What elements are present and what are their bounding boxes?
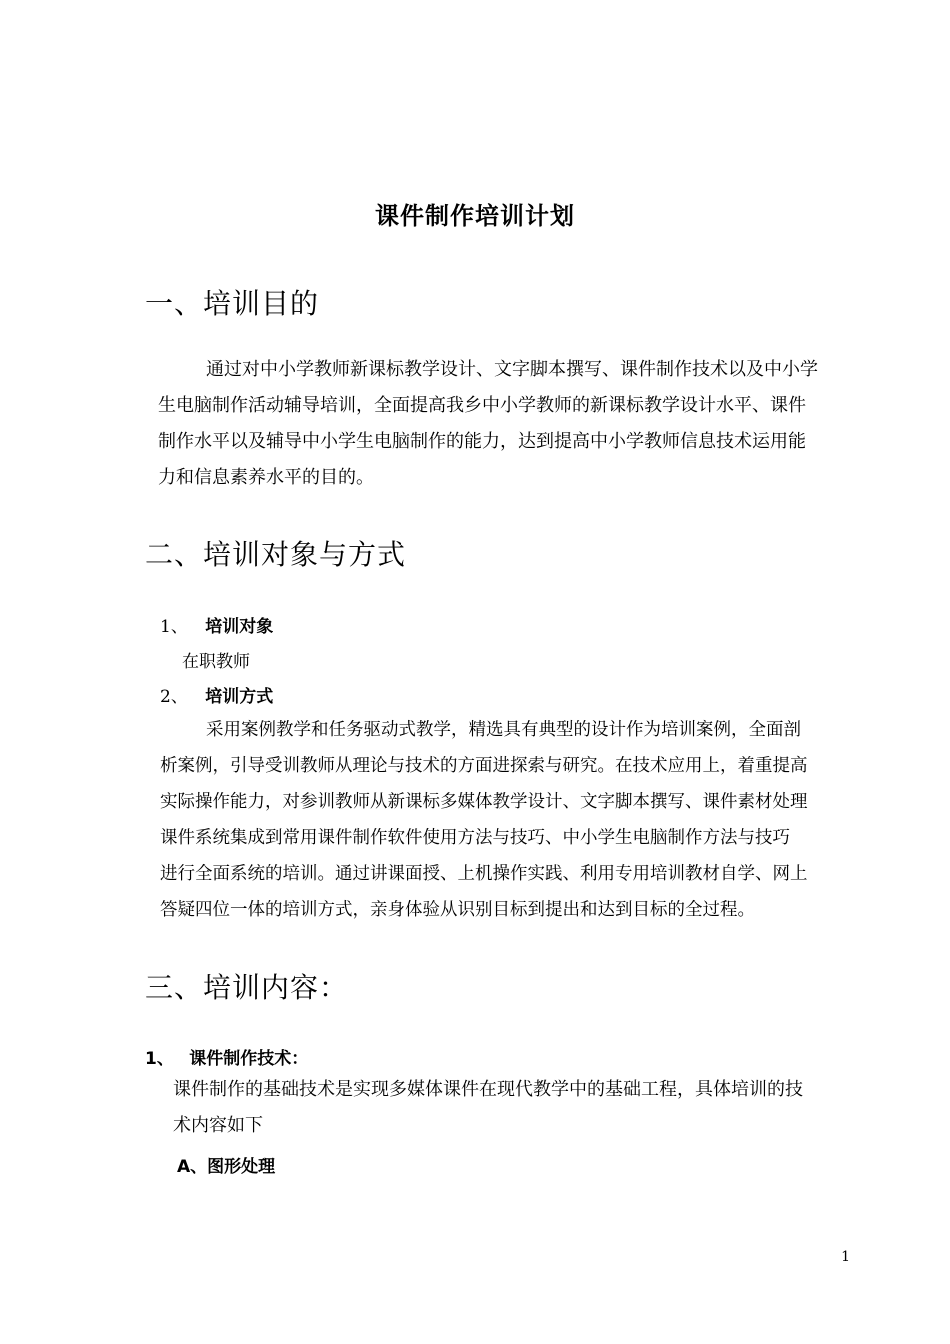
paragraph-line: 析案例，引导受训教师从理论与技术的方面进探索与研究。在技术应用上，着重提高 [160, 756, 808, 776]
paragraph-line: 术内容如下 [173, 1115, 263, 1136]
paragraph-line: 课件制作的基础技术是实现多媒体课件在现代教学中的基础工程，具体培训的技 [173, 1079, 803, 1100]
section-3-sub-a [177, 1152, 275, 1177]
section-2-item-2 [160, 682, 273, 707]
paragraph-line: 力和信息素养水平的目的。 [158, 467, 374, 488]
section-3-item-1-paragraph [173, 1072, 803, 1144]
section-2-item-1-text: 在职教师 [182, 652, 250, 672]
paragraph-line: 通过对中小学教师新课标教学设计、文字脚本撰写、课件制作技术以及中小学 [206, 359, 818, 380]
section-2-item-2-paragraph [160, 712, 808, 928]
paragraph-line: 实际操作能力，对参训教师从新课标多媒体教学设计、文字脚本撰写、课件素材处理 [160, 792, 808, 812]
paragraph-line: 进行全面系统的培训。通过讲课面授、上机操作实践、利用专用培训教材自学、网上 [160, 864, 808, 884]
document-title: 课件制作培训计划 [375, 202, 575, 230]
section-1-paragraph [158, 352, 818, 496]
section-3-item-1 [145, 1044, 308, 1069]
paragraph-line: 采用案例教学和任务驱动式教学，精选具有典型的设计作为培训案例，全面剖 [206, 720, 801, 740]
paragraph-line: 答疑四位一体的培训方式，亲身体验从识别目标到提出和达到目标的全过程。 [160, 900, 755, 920]
paragraph-line: 课件系统集成到常用课件制作软件使用方法与技巧、中小学生电脑制作方法与技巧 [160, 828, 790, 848]
paragraph-line: 生电脑制作活动辅导培训，全面提高我乡中小学教师的新课标教学设计水平、课件 [158, 395, 806, 416]
section-2-heading: 二、培训对象与方式 [145, 538, 407, 571]
section-3-heading: 三、培训内容： [145, 971, 349, 1004]
sub-heading: A、图形处理 [177, 1157, 276, 1177]
item-number: 2、 [160, 687, 188, 707]
item-label: 课件制作技术： [189, 1049, 309, 1069]
page-number: 1 [841, 1249, 850, 1265]
section-1-heading: 一、培训目的 [145, 287, 320, 320]
section-2-item-1 [160, 612, 273, 637]
item-number: 1、 [145, 1049, 174, 1069]
item-label: 培训对象 [205, 617, 274, 637]
paragraph-line: 制作水平以及辅导中小学生电脑制作的能力，达到提高中小学教师信息技术运用能 [158, 431, 806, 452]
item-label: 培训方式 [205, 687, 274, 707]
item-number: 1、 [160, 617, 188, 637]
